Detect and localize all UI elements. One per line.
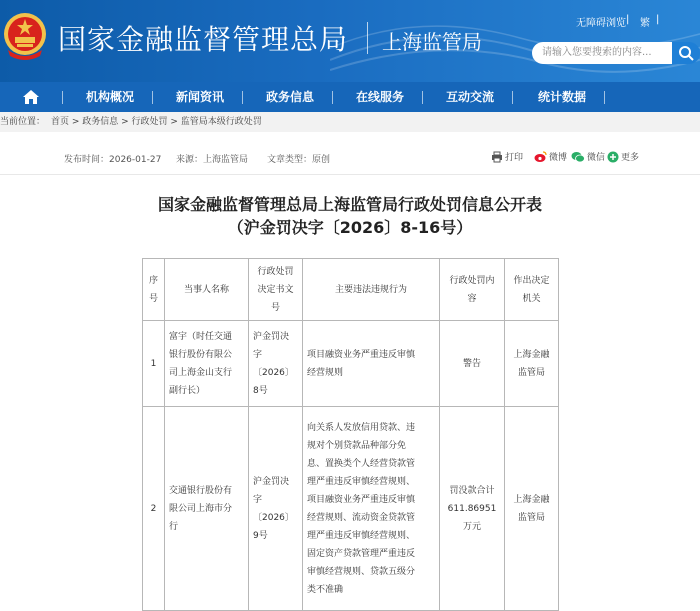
nav-separator (62, 91, 63, 104)
cell-text-line: 行政处罚 (257, 266, 294, 277)
cell-doc-no (249, 321, 303, 407)
weibo-share-button[interactable] (534, 150, 567, 163)
cell-text-line: 机关 (522, 293, 541, 304)
cell-penalty (440, 321, 505, 407)
cell-no: 1 (143, 321, 165, 407)
site-header (0, 0, 700, 82)
cell-doc-no (249, 407, 303, 611)
weibo-label: 微博 (549, 153, 568, 163)
cell-text-line: 决定书文 (257, 284, 294, 295)
cell-text-line: 经营规则 (307, 367, 344, 378)
cell-party (165, 321, 249, 407)
print-icon (491, 151, 503, 163)
print-label: 打印 (505, 153, 524, 163)
cell-text-line: 理严重违反审慎经营规则、 (307, 530, 416, 541)
col-header-penalty (440, 259, 505, 321)
nav-separator (152, 91, 153, 104)
title-divider (367, 22, 368, 54)
table-row (143, 407, 559, 611)
cell-text-line: 字 (253, 494, 263, 505)
nav-item-government-info[interactable]: 政务信息 (266, 90, 315, 104)
cell-text-line: 项目融资业务严重违反审慎 (307, 349, 416, 360)
wechat-icon (571, 151, 585, 163)
cell-text-line: 向关系人发放信用贷款、违 (307, 422, 416, 433)
cell-text-line: 理严重违反审慎经营规则、 (307, 476, 416, 487)
cell-authority (505, 321, 559, 407)
cell-penalty (440, 407, 505, 611)
cell-text-line: 序 (148, 275, 158, 286)
breadcrumb (0, 112, 700, 132)
cell-text-line: 611.86951 (447, 503, 497, 514)
cell-text-line: 经营规则、流动资金贷款管 (307, 512, 416, 523)
cell-text-line: 限公司上海市分 (169, 503, 233, 514)
search-input[interactable]: 请输入您要搜索的内容... (532, 42, 672, 64)
cell-text-line: 当事人名称 (183, 284, 229, 295)
cell-text-line: 〔2026〕 (253, 512, 294, 523)
more-label: 更多 (621, 153, 640, 163)
cell-text-line: 沪金罚决 (253, 331, 290, 342)
cell-text-line: 8号 (253, 385, 268, 396)
breadcrumb-prefix: 当前位置： (0, 117, 46, 127)
cell-text-line: 行政处罚内 (449, 275, 495, 286)
cell-text-line: 审慎经营规则、贷款五级分 (307, 566, 416, 577)
cell-text-line: 字 (253, 349, 263, 360)
cell-text-line: 9号 (253, 530, 268, 541)
cell-text-line: 罚没款合计 (449, 485, 495, 496)
bureau-subtitle[interactable]: 上海监管局 (382, 30, 482, 54)
weibo-icon (534, 151, 547, 163)
cell-text-line: 富宇（时任交通 (169, 331, 233, 342)
cell-text-line: 警告 (462, 358, 481, 369)
col-header-no (143, 259, 165, 321)
nav-item-news[interactable]: 新闻资讯 (176, 90, 225, 104)
col-header-authority (505, 259, 559, 321)
nav-separator (512, 91, 513, 104)
cell-no: 2 (143, 407, 165, 611)
cell-text-line: 息、置换类个人经营贷款管 (307, 458, 416, 469)
cell-text-line: 上海金融 (513, 494, 550, 505)
cell-text-line: 主要违法违规行为 (334, 284, 407, 295)
search-button[interactable] (672, 42, 700, 64)
cell-text-line: 行 (169, 521, 179, 532)
wechat-share-button[interactable] (571, 150, 605, 163)
nav-separator (604, 91, 605, 104)
cell-violation (303, 407, 440, 611)
breadcrumb-path[interactable]: 首页 > 政务信息 > 行政处罚 > 监管局本级行政处罚 (51, 117, 262, 127)
cell-text-line: 银行股份有限公 (169, 349, 233, 360)
cell-text-line: 监管局 (517, 367, 545, 378)
article-type: 文章类型：原创 (267, 155, 331, 165)
national-emblem-icon (2, 10, 48, 62)
top-links-separator: | (626, 14, 630, 25)
publish-time: 发布时间：2026-01-27 (64, 155, 162, 165)
cell-text-line: 万元 (462, 521, 481, 532)
search-icon (672, 42, 700, 64)
cell-violation (303, 321, 440, 407)
nav-separator (332, 91, 333, 104)
cell-text-line: 号 (270, 302, 280, 313)
article-title-line2: （沪金罚决字〔2026〕8-16号） (227, 218, 473, 237)
cell-text-line: 固定资产贷款管理严重违反 (307, 548, 416, 559)
meta-divider (0, 174, 700, 175)
nav-item-online-services[interactable]: 在线服务 (356, 90, 405, 104)
cell-text-line: 交通银行股份有 (169, 485, 233, 496)
penalty-info-table (142, 258, 559, 611)
cell-text-line: 作出决定 (513, 275, 550, 286)
home-icon[interactable] (22, 88, 40, 106)
cell-text-line: 上海金融 (513, 349, 550, 360)
nav-item-organization[interactable]: 机构概况 (86, 90, 135, 104)
cell-text-line: 监管局 (517, 512, 545, 523)
article-source: 来源：上海监管局 (176, 155, 249, 165)
site-title[interactable]: 国家金融监督管理总局 (58, 23, 349, 56)
more-share-button[interactable] (607, 150, 639, 163)
nav-item-statistics[interactable]: 统计数据 (538, 90, 587, 104)
cell-text-line: 类不准确 (307, 584, 344, 595)
cell-text-line: 〔2026〕 (253, 367, 294, 378)
cell-text-line: 司上海金山支行 (169, 367, 233, 378)
cell-text-line: 容 (467, 293, 477, 304)
cell-authority (505, 407, 559, 611)
top-links-separator-2: | (656, 14, 660, 25)
nav-separator (242, 91, 243, 104)
cell-text-line: 项目融资业务严重违反审慎 (307, 494, 416, 505)
main-nav (0, 82, 700, 112)
cell-text-line: 规对个别贷款品种部分免 (307, 440, 407, 451)
article-title-line1: 国家金融监督管理总局上海监管局行政处罚信息公开表 (157, 195, 542, 214)
print-button[interactable] (491, 150, 523, 163)
cell-text-line: 号 (148, 293, 158, 304)
col-header-party (165, 259, 249, 321)
cell-text-line: 副行长） (169, 385, 206, 396)
table-row (143, 321, 559, 407)
col-header-doc-no (249, 259, 303, 321)
traditional-chinese-link[interactable]: 繁 (640, 18, 650, 29)
more-plus-icon (607, 151, 619, 163)
col-header-violation (303, 259, 440, 321)
nav-separator (422, 91, 423, 104)
wechat-label: 微信 (587, 153, 606, 163)
nav-item-interaction[interactable]: 互动交流 (446, 90, 495, 104)
cell-text-line: 沪金罚决 (253, 476, 290, 487)
cell-party (165, 407, 249, 611)
table-header-row (143, 259, 559, 321)
accessibility-link[interactable]: 无障碍浏览 (576, 18, 626, 29)
